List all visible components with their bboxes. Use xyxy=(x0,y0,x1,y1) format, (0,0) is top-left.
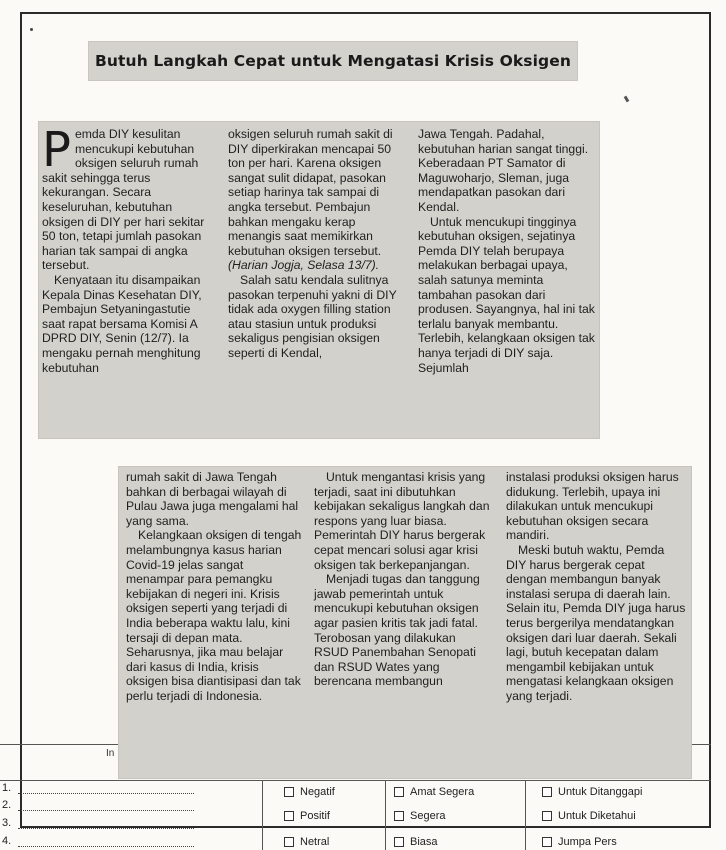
paragraph: Kenyataan itu disampaikan Kepala Dinas Kesehatan DIY, Pembajun Setyaningastutie saat rapat bersama Komisi A DPRD DIY, Senin (12/7). Ia mengaku pernah menghitung kebutuhan xyxy=(42,272,202,375)
headline-strip xyxy=(88,41,578,81)
checkbox-icon[interactable] xyxy=(394,787,404,797)
checkbox-icon[interactable] xyxy=(542,837,552,847)
paragraph: rumah sakit di Jawa Tengah bahkan di berbagai wilayah di Pulau Jawa juga mengalami hal yang sama. xyxy=(126,470,299,528)
column-2 xyxy=(314,470,490,689)
fill-line[interactable] xyxy=(18,827,194,829)
article-clipping-top xyxy=(38,121,600,439)
fill-line[interactable] xyxy=(18,792,194,794)
paragraph: Untuk mencukupi tingginya kebutuhan oksigen, sejatinya Pemda DIY telah berupaya melakukan berbagai upaya, salah satunya meminta tambahan pasokan dari produsen. Sayangnya, hal ini tak terlalu banyak membantu. Terlebih, kelangkaan oksigen tak hanya terjadi di DIY saja. Sejumlah xyxy=(418,214,595,375)
option-jumpa-pers[interactable]: Jumpa Pers xyxy=(542,836,617,848)
paragraph: Menjadi tugas dan tanggung jawab pemerintah untuk mencukupi kebutuhan oksigen agar pasien kritis tak jadi fatal. Terobosan yang dilakukan RSUD Panembahan Senopati dan RSUD Wates yang berencana membangun xyxy=(314,572,480,689)
checkbox-icon[interactable] xyxy=(284,811,294,821)
option-netral[interactable]: Netral xyxy=(284,836,329,848)
checkbox-icon[interactable] xyxy=(542,811,552,821)
checkbox-icon[interactable] xyxy=(394,811,404,821)
row-number: 2. xyxy=(2,799,12,811)
headline: Butuh Langkah Cepat untuk Mengatasi Krisis Oksigen xyxy=(95,52,571,70)
column-1 xyxy=(42,122,214,375)
option-amat-segera[interactable]: Amat Segera xyxy=(394,786,474,798)
paragraph: emda DIY kesulitan mencukupi kebutuhan oksigen seluruh rumah sakit sehingga terus kekurangan. Secara keseluruhan, kebutuhan oksigen di DIY per hari sekitar 50 ton, tetapi jumlah pasokan harian tak sampai di angka tersebut. xyxy=(42,127,205,273)
paragraph: Meski butuh waktu, Pemda DIY harus bergerak cepat dengan membangun banyak instalasi serupa di daerah lain. Selain itu, Pemda DIY juga harus terus bergerilya mendatangkan oksigen dari luar daerah. Sekali lagi, butuh kecepatan dalam mengambil kebijakan untuk mengatasi kelangkaan oksigen yang terjadi. xyxy=(506,542,686,703)
paragraph: Untuk mengantasi krisis yang terjadi, saat ini dibutuhkan kebijakan sekaligus langkah dan respons yang luar biasa. Pemerintah DIY harus bergerak cepat mencari solusi agar krisi oksigen tak berkepanjangan. xyxy=(314,470,490,572)
column-2 xyxy=(228,127,406,361)
row-number: 3. xyxy=(2,817,12,829)
form-rule xyxy=(0,780,711,781)
scan-speck xyxy=(30,28,33,31)
fill-line[interactable] xyxy=(18,845,194,847)
form-divider xyxy=(525,780,526,850)
checkbox-icon[interactable] xyxy=(284,837,294,847)
drop-cap: P xyxy=(42,122,71,178)
form-label-partial: In xyxy=(106,748,115,759)
checkbox-icon[interactable] xyxy=(284,787,294,797)
checkbox-icon[interactable] xyxy=(542,787,552,797)
paragraph: Jawa Tengah. Padahal, kebutuhan harian sangat tinggi. Keberadaan PT Samator di Maguwoharjo, Sleman, juga mendapatkan pasokan dari Kendal. xyxy=(418,127,589,214)
row-number: 4. xyxy=(2,835,12,847)
paragraph: Salah satu kendala sulitnya pasokan terpenuhi yakni di DIY tidak ada oxygen filling station atau stasiun untuk produksi sekaligus pengisian oksigen seperti di Kendal, xyxy=(228,272,397,360)
paragraph: instalasi produksi oksigen harus didukung. Terlebih, upaya ini dilakukan untuk mencukupi kebutuhan oksigen secara mandiri. xyxy=(506,470,679,543)
row-number: 1. xyxy=(2,782,12,794)
option-segera[interactable]: Segera xyxy=(394,810,445,822)
paragraph: Kelangkaan oksigen di tengah melambungnya kasus harian Covid-19 jelas sangat menampar para pemangku kebijakan di negeri ini. Krisis oksigen seperti yang terjadi di India beberapa waktu lalu, kini tersaji di depan mata. Seharusnya, jika mau belajar dari kasus di India, krisis oksigen bisa diantisipasi dan tak perlu terjadi di Indonesia. xyxy=(126,528,302,703)
article-clipping-bottom xyxy=(118,466,692,779)
column-3 xyxy=(506,470,686,704)
option-negatif[interactable]: Negatif xyxy=(284,786,335,798)
column-1 xyxy=(126,470,304,704)
paragraph: oksigen seluruh rumah sakit di DIY diperkirakan mencapai 50 ton per hari. Karena oksigen sangat sulit didapat, pasokan setiap harinya tak sampai di angka tersebut. Pembajun bahkan mengaku kerap menangis saat memikirkan kebutuhan oksigen tersebut. xyxy=(228,127,393,258)
form-divider xyxy=(262,780,263,850)
source-citation: (Harian Jogja, Selasa 13/7). xyxy=(228,258,380,273)
column-3 xyxy=(418,127,596,375)
form-divider xyxy=(385,780,386,850)
checkbox-icon[interactable] xyxy=(394,837,404,847)
option-untuk-diketahui[interactable]: Untuk Diketahui xyxy=(542,810,636,822)
option-positif[interactable]: Positif xyxy=(284,810,330,822)
fill-line[interactable] xyxy=(18,809,194,811)
option-biasa[interactable]: Biasa xyxy=(394,836,438,848)
option-untuk-ditanggapi[interactable]: Untuk Ditanggapi xyxy=(542,786,642,798)
